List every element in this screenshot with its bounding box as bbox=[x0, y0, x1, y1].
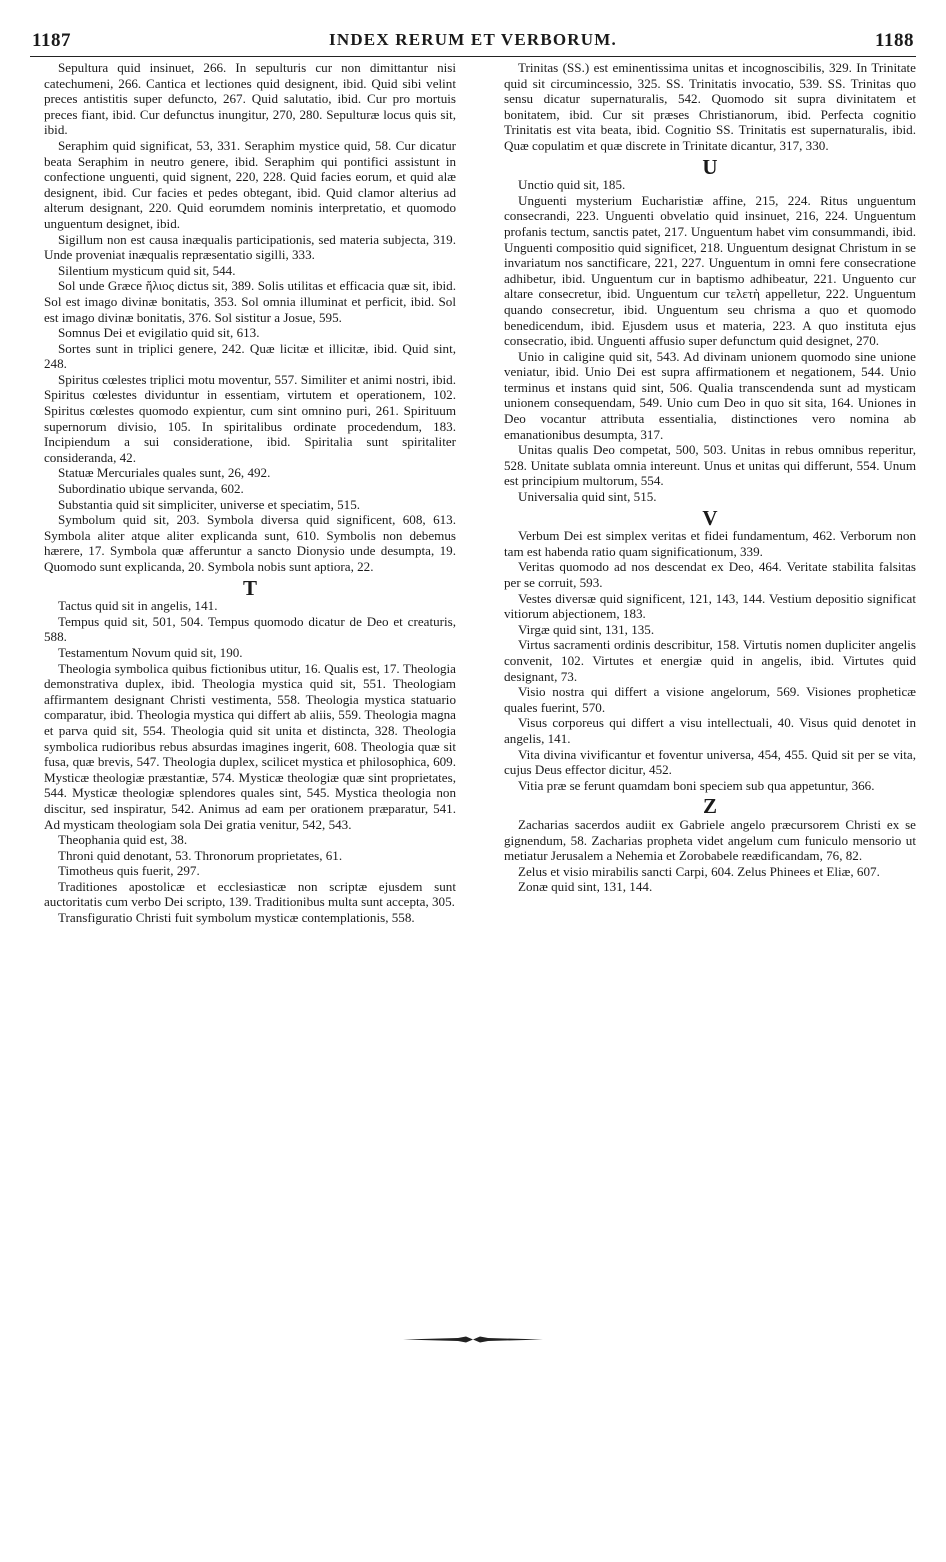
index-entry: Universalia quid sint, 515. bbox=[518, 489, 657, 505]
index-entry: Tactus quid sit in angelis, 141. bbox=[58, 598, 218, 614]
left-column bbox=[44, 60, 456, 926]
index-entry: Subordinatio ubique servanda, 602. bbox=[58, 481, 244, 497]
index-entry: Zacharias sacerdos audiit ex Gabriele angelo præcursorem Christi ex se gignendum, 58. Zacharias propheta videt angelum cum funiculo mensorio ut metiatur Jerusalem a Nehemia et Zorobabele reædificandam, 76, 82. bbox=[504, 816, 916, 864]
index-entry: Vita divina vivificantur et foventur universa, 454, 455. Quid sit per se vita, cujus Deus effector dicitur, 452. bbox=[504, 746, 916, 778]
index-entry: Sigillum non est causa inæqualis participationis, sed materia subjecta, 319. Unde proveniat inæqualis repræsentatio sigilli, 333. bbox=[44, 231, 456, 263]
index-entry: Visio nostra qui differt a visione angelorum, 569. Visiones propheticæ quales fuerint, 570. bbox=[504, 684, 916, 715]
index-entry: Visus corporeus qui differt a visu intellectuali, 40. Visus quid denotet in angelis, 141. bbox=[504, 715, 916, 746]
index-entry: Vestes diversæ quid significent, 121, 143, 144. Vestium depositio significat vitiorum abjectionem, 183. bbox=[504, 590, 916, 622]
index-entry: Sol unde Græce ἥλιος dictus sit, 389. Solis utilitas et efficacia quæ sit, ibid. Sol est imago divinæ bonitatis, 353. Sol omnia illuminat et perficit, ibid. Sol est imago divinæ bonitatis, 376. Sol sistitur a Josue, 595. bbox=[44, 278, 456, 325]
index-entry: Zonæ quid sint, 131, 144. bbox=[518, 879, 653, 895]
index-entry: Zelus et visio mirabilis sancti Carpi, 604. Zelus Phinees et Eliæ, 607. bbox=[518, 863, 880, 879]
index-entry: Transfiguratio Christi fuit symbolum mysticæ contemplationis, 558. bbox=[58, 910, 415, 926]
index-entry: Unguenti mysterium Eucharistiæ affine, 215, 224. Ritus unguentum consecrandi, 223. Unguenti obvelatio quid insinuet, 216, 224. Unguentum profanis tectum, sanctis patet, 217. Unguentum habet vim consummandi, ibid. Unguenti compositio quid significet, 218. Unguentum designat Christum in se invariatum nos sanctificare, 221, 227. Unguentum in omni fere consecratione adhibetur, ibid. Unguentum cur in baptismo adhibeatur, 221. Unguento cur altare consecretur, ibid. Unguentum cur τελετὴ appelletur, 222. Unguentum quando consecretur, ibid. Unguentum seu chrisma a quo et quomodo benedicendum, ibid. Ejusdem usus et materia, 223. A quo instituta ejus consecratio, ibid. Unguenti affusio super defunctum quid designet, 270. bbox=[504, 192, 916, 349]
index-entry: Verbum Dei est simplex veritas et fidei fundamentum, 462. Verborum non tam est habenda ratio quam significationum, 339. bbox=[504, 528, 916, 559]
index-entry: Timotheus quis fuerit, 297. bbox=[58, 863, 200, 879]
index-entry: Sortes sunt in triplici genere, 242. Quæ licitæ et illicitæ, ibid. Quid sint, 248. bbox=[44, 340, 456, 372]
index-entry: Virgæ quid sint, 131, 135. bbox=[518, 621, 655, 637]
index-entry: Theophania quid est, 38. bbox=[58, 832, 188, 848]
end-ornament bbox=[403, 1336, 543, 1343]
index-entry: Testamentum Novum quid sit, 190. bbox=[58, 644, 243, 660]
index-entry: Seraphim quid significat, 53, 331. Seraphim mystice quid, 58. Cur dicatur beata Seraphim in neutro genere, ibid. Seraphim qui pontifici assistunt in confectione unguenti, quid signent, 220, 228. Quid facies eorum, et quid alæ designent, ibid. Cur facies et pedes obtegant, ibid. Quid clamor alterius ad alterum designant, 220. Quid eorumdem nominis interpretatio, et quomodo unguentum designet, ibid. bbox=[44, 137, 456, 231]
section-letter: T bbox=[242, 575, 257, 600]
index-entry: Somnus Dei et evigilatio quid sit, 613. bbox=[58, 325, 260, 341]
running-header bbox=[30, 30, 916, 57]
right-column bbox=[504, 60, 916, 895]
index-entry: Unitas qualis Deo competat, 500, 503. Unitas in rebus omnibus reperitur, 528. Unitate sublata omnia intereunt. Unus et unitas qui differunt, 554. Unum est principium multorum, 554. bbox=[504, 442, 916, 489]
index-entry: Virtus sacramenti ordinis describitur, 158. Virtutis nomen dupliciter angelis convenit, 102. Virtutes et energiæ quid in angelis, ibid. Virtutes quid designant, 73. bbox=[504, 637, 916, 684]
index-entry: Sepultura quid insinuet, 266. In sepulturis cur non dimittantur nisi catechumeni, 266. Cantica et lectiones quid designent, ibid. Quid sibi velint preces antistitis super defuncto, 267. Quid salutatio, ibid. Cur pro mortuis preces fiant, ibid. Cur defunctus inungitur, 270, 280. Sepulturæ locus quis sit, ibid. bbox=[44, 60, 456, 138]
right-page-number: 1188 bbox=[875, 30, 914, 51]
index-entry: Vitia præ se ferunt quamdam boni speciem sub qua appetuntur, 366. bbox=[518, 777, 875, 793]
section-letter: U bbox=[702, 154, 718, 179]
index-entry: Symbolum quid sit, 203. Symbola diversa quid significent, 608, 613. Symbola aliter atque aliter explicanda sunt, 610. Symbolis non debemus hærere, 17. Symbola quæ afferuntur a sancto Dionysio unde desumpta, 19. Quomodo sunt explicanda, 20. Symbola nobis sunt aptiora, 22. bbox=[44, 512, 456, 574]
index-entry: Statuæ Mercuriales quales sunt, 26, 492. bbox=[58, 465, 271, 481]
page-title: INDEX RERUM ET VERBORUM. bbox=[329, 30, 617, 49]
index-entry: Unio in caligine quid sit, 543. Ad divinam unionem quomodo sine unione veniatur, ibid. Unio Dei est supra affirmationem et negationem, 544. Unio terminus et instans quid sint, 506. Qualia transcendenda sunt ad mysticam unionem consequendam, 549. Unio cum Deo in quo sit sita, 164. Uniones in Deo vocantur attributa essentialia, distinctiones vero nomina ab emanationibus desumpta, 317. bbox=[504, 348, 916, 442]
index-entry: Traditiones apostolicæ et ecclesiasticæ non scriptæ ejusdem sunt auctoritatis cum verbo Dei scripto, 139. Traditionibus multa sunt accepta, 305. bbox=[44, 878, 456, 910]
index-entry: Throni quid denotant, 53. Thronorum proprietates, 61. bbox=[58, 847, 343, 863]
index-entry: Substantia quid sit simpliciter, universe et speciatim, 515. bbox=[58, 496, 361, 512]
section-letter: V bbox=[702, 505, 718, 530]
index-entry: Veritas quomodo ad nos descendat ex Deo, 464. Veritate stabilita falsitas per se corruit, 593. bbox=[504, 559, 916, 590]
index-entry: Silentium mysticum quid sit, 544. bbox=[58, 262, 236, 278]
section-letter: Z bbox=[702, 794, 717, 819]
index-entry: Tempus quid sit, 501, 504. Tempus quomodo dicatur de Deo et creaturis, 588. bbox=[44, 613, 456, 645]
index-entry: Spiritus cœlestes triplici motu moventur, 557. Similiter et animi nostri, ibid. Spiritus cœlestes dividuntur in essentiam, virtutem et operationem, 102. Spiritus cœlestes quomodo expientur, cum sint omnino puri, 261. Spirituum supernorum divisio, 105. In spiritalibus ordinate procedendum, 183. Incipiendum a sui consideratione, ibid. Spiritalia sunt spiritaliter consideranda, 42. bbox=[44, 371, 456, 465]
index-entry: Theologia symbolica quibus fictionibus utitur, 16. Qualis est, 17. Theologia demonstrativa duplex, ibid. Theologia mystica quid sit, 551. Theologiam affirmantem designant Christi vestimenta, 558. Theologia mystica statuario comparatur, ibid. Theologia mystica qui differt ab aliis, 559. Theologia magna et parva quid sit, 554. Theologia quid sit unita et distincta, 328. Theologia symbolica rudioribus rebus absurdas imagines ingerit, 608. Theologia quæ sit fusa, quæ brevis, 547. Theologia duplex, scilicet mystica et philosophica, 609. Mysticæ theologiæ præstantiæ, 574. Mysticæ theologiæ quæ sint proprietates, 544. Mysticæ theologiæ splendores quales sint, 545. Mystica theologia non discitur, sed inspiratur, 542. Animus ad eam per orationem præparatur, 541. Ad mysticam theologiam sola Dei gratia venitur, 542, 543. bbox=[44, 660, 456, 832]
index-entry: Unctio quid sit, 185. bbox=[518, 177, 626, 193]
left-page-number: 1187 bbox=[32, 30, 71, 51]
index-entry: Trinitas (SS.) est eminentissima unitas et incognoscibilis, 329. In Trinitate quid sit circumincessio, 325. SS. Trinitatis invocatio, 539. SS. Trinitas quo sensu dicatur supernaturalis, 542. Quomodo sit supra divinitatem et bonitatem, ibid. Cur sit præses Christianorum, ibid. Perfecta cognitio Trinitatis est vita beata, ibid. Cognitio SS. Trinitatis est supernaturalis, ibid. Quæ copulatim et quæ discrete in Trinitate dicantur, 317, 330. bbox=[504, 60, 916, 153]
